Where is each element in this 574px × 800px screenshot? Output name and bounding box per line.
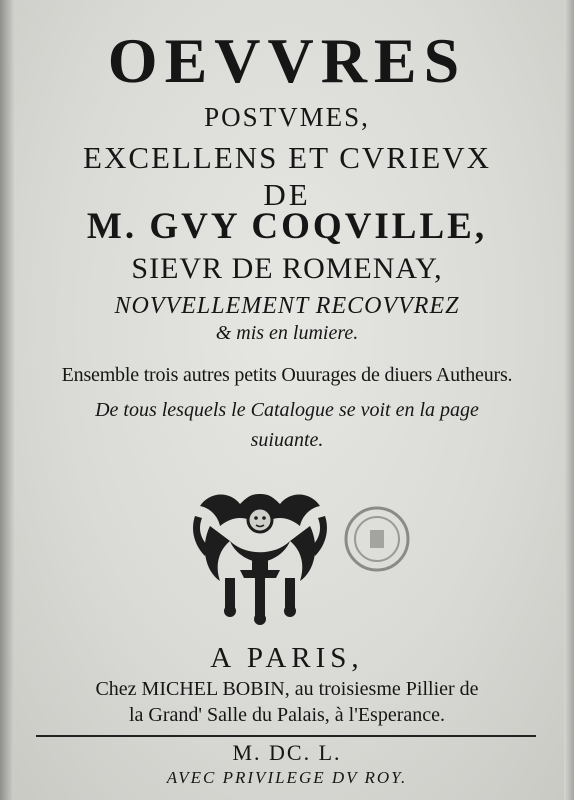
horizontal-rule bbox=[36, 735, 536, 737]
privilege-line: AVEC PRIVILEGE DV ROY. bbox=[166, 768, 408, 787]
title-de: DE bbox=[263, 177, 311, 212]
title-postumes: POSTVMES, bbox=[204, 102, 370, 132]
author-title: SIEVR DE ROMENAY, bbox=[131, 252, 443, 285]
subtitle-catalogue: De tous lesquels le Catalogue se voit en la page bbox=[95, 399, 479, 421]
subtitle-lumiere: & mis en lumiere. bbox=[215, 322, 359, 344]
imprint-printer: Chez MICHEL BOBIN, au troisiesme Pillier de bbox=[95, 678, 479, 700]
title-oeuvres: OEVVRES bbox=[107, 25, 467, 96]
subtitle-recouvrez: NOVVELLEMENT RECOVVREZ bbox=[114, 293, 460, 319]
imprint-city: A PARIS, bbox=[210, 642, 364, 674]
author-name: M. GVY COQVILLE, bbox=[86, 206, 488, 247]
title-excellens: EXCELLENS ET CVRIEVX bbox=[83, 140, 491, 175]
subtitle-suiuante: suiuante. bbox=[250, 429, 324, 451]
fleuron-ornament-icon bbox=[190, 486, 330, 626]
library-stamp-icon bbox=[342, 504, 412, 574]
imprint-address: la Grand' Salle du Palais, à l'Esperance. bbox=[129, 704, 445, 726]
subtitle-ensemble: Ensemble trois autres petits Ouurages de diuers Autheurs. bbox=[61, 364, 513, 386]
publication-date: M. DC. L. bbox=[232, 740, 342, 765]
